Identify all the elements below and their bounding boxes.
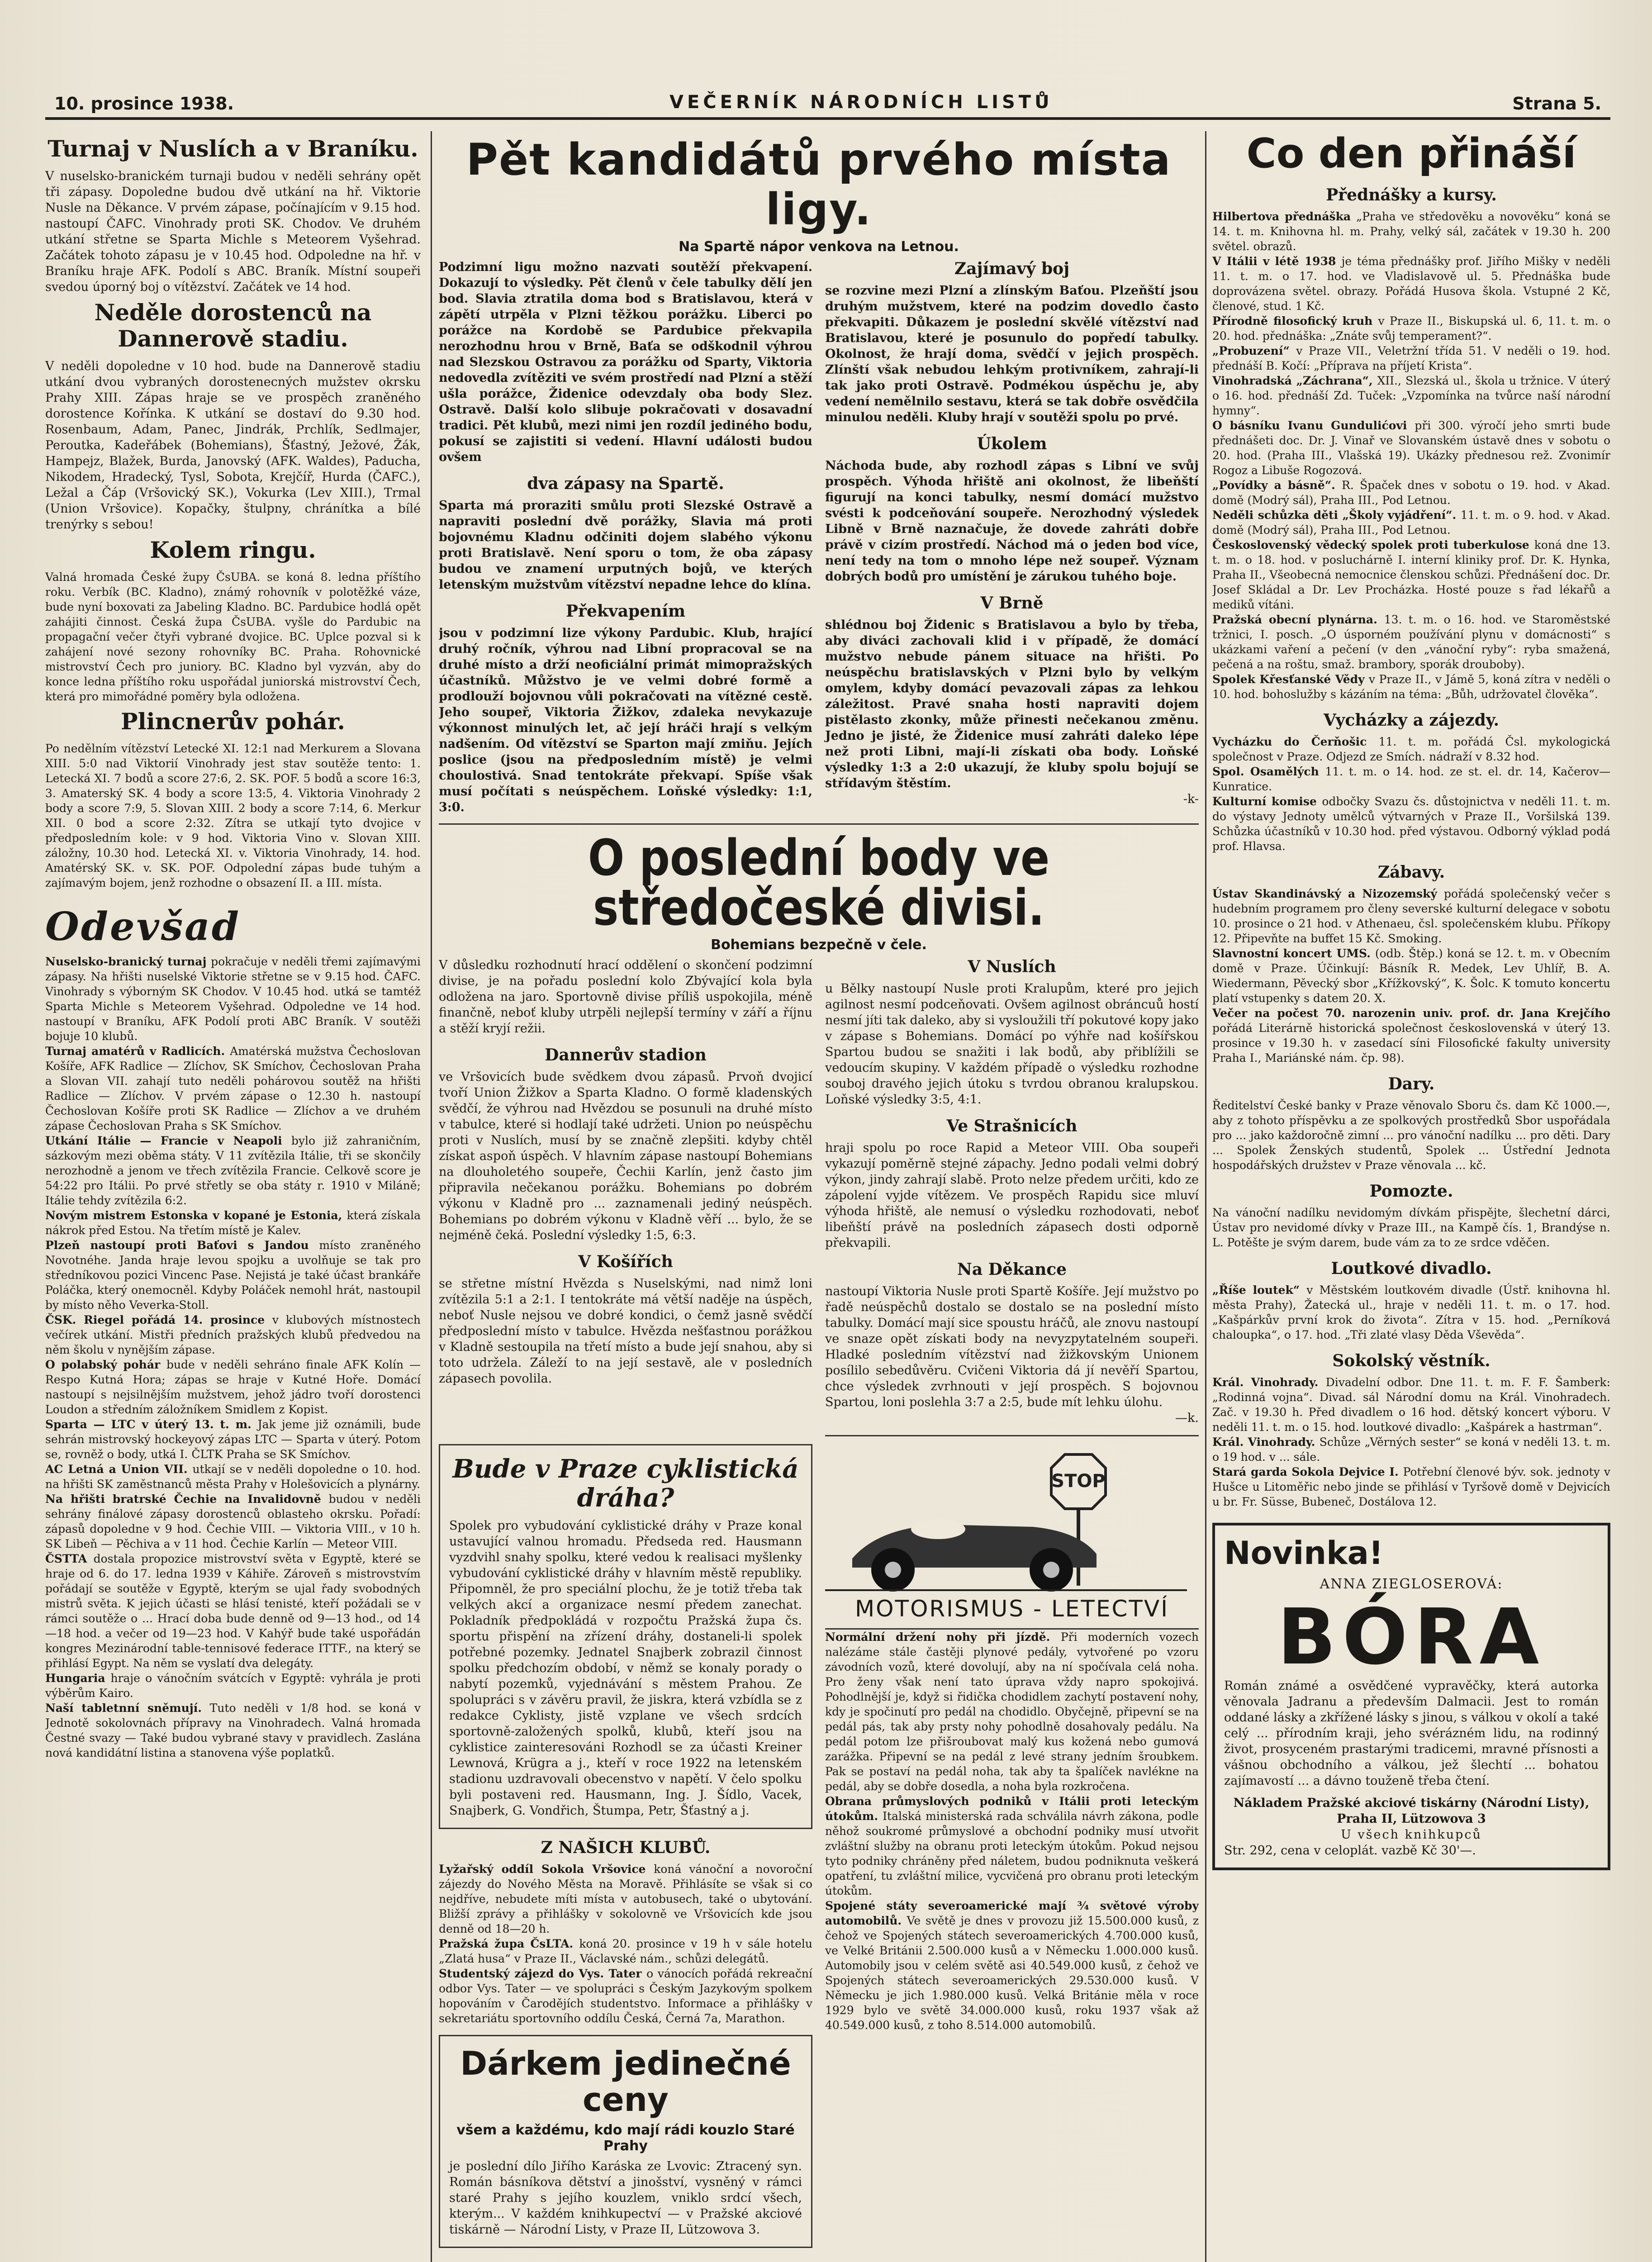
- section-heading: Zajímavý boj: [954, 259, 1070, 278]
- column-middle: [439, 131, 1199, 2262]
- news-item: [45, 1551, 421, 1671]
- item-lead: AC Letná a Union VII.: [45, 1463, 193, 1476]
- lecture-item: [1212, 209, 1610, 254]
- item-text: pořádá Literárně historická společnost československá v úterý 13. prosince v 19.30 h. v zasedací síni Filosofické fakulty university Praha I., Mariánské nám. čp. 98).: [1212, 1022, 1610, 1064]
- item-text: „Praha ve středověku a novověku“ koná se 14. t. m. Knihovna hl. m. Prahy, velký sál, začátek v 19.30 h. 200 světel. obrazů.: [1212, 210, 1610, 253]
- item-lead: Spolek Křesťanské Vědy: [1212, 673, 1369, 686]
- item-lead: Lyžařský oddíl Sokola Vršovice: [439, 1863, 654, 1876]
- section-heading: Z NAŠICH KLUBŮ.: [541, 1838, 711, 1857]
- item-lead: O básníku Ivanu Gundulićovi: [1212, 419, 1415, 432]
- entertainment-item: [1212, 1006, 1610, 1065]
- item-lead: Spojené státy severoamerické mají ¾ světové výroby automobilů.: [825, 1899, 1199, 1927]
- section-heading: Sokolský věstník.: [1332, 1351, 1491, 1370]
- section-heading: Dannerův stadion: [545, 1045, 707, 1064]
- section-heading: V Košířích: [578, 1252, 673, 1271]
- item-text: Tuto neděli v 1/8 hod. se koná v Jednotě sokolovnách přípravy na Vinohradech. Valná hromada Čestné svazy — Také budou vybrané stavy v pravidlech. Zaslána nová kandidátní listina a stanovena výše poplatků.: [45, 1701, 421, 1759]
- item-text: 11. t. m. o 9. hod. v Akad. domě (Modrý sál), Praha III., Pod Letnou.: [1212, 508, 1610, 537]
- item-lead: Turnaj amatérů v Radlicích.: [45, 1045, 230, 1058]
- race-car-icon: [825, 1436, 1187, 1599]
- lecture-item: [1212, 314, 1610, 343]
- item-lead: O polabský pohár: [45, 1358, 166, 1371]
- signature: -k-: [1183, 792, 1199, 806]
- item-lead: V Itálii v létě 1938: [1212, 255, 1342, 268]
- news-item: [45, 1671, 421, 1701]
- ad-book-title: BÓRA: [1277, 1592, 1546, 1682]
- article-text: V nuselsko-branickém turnaji budou v neděli sehrány opět tři zápasy. Dopoledne budou dvě utkání na hř. Viktorie Nusle na Děkance. V prvém zápase, počínajícím v 9.15 hod. nastoupí ČAFC. Vinohrady proti SK. Chodov. Ve druhém utkání střetne se Sparta Michle s Meteorem Vyšehrad. Začátek tohoto zápasu je v 10.45 hod. Odpoledne na hř. v Braníku hraje AFK. Podolí s ABC. Braník. Místní soupeři svedou úporný boj o vítězství. Začátek ve 14 hod.: [45, 169, 421, 294]
- item-text: bylo již zahraničním, sázkovým mezi oběma státy. V 11 zvítězila Itálie, tři se skončily nerozhodně a jenom ve třech zvítězila Francie. Celkově score je 54:22 pro Itálii. Po prvé střetly se oba státy r. 1910 v Miláně; Itálie tehdy zvítězila 6:2.: [45, 1134, 421, 1207]
- club-list: [439, 1862, 812, 2026]
- news-item: [45, 1462, 421, 1492]
- news-item: [45, 1492, 421, 1551]
- news-item: [45, 1044, 421, 1133]
- trip-item: [1212, 764, 1610, 794]
- item-lead: Stará garda Sokola Dejvice I.: [1212, 1465, 1403, 1478]
- article-text: Spolek pro vybudování cyklistické dráhy v Praze konal ustavující valnou hromadu. Předseda red. Hausmann vyzdvihl snahy spolku, které vedou k realisaci myšlenky vybudování cyklistické dráhy v hlavním městě republiky. Připomněl, že pro speciální plochu, že je totiž třeba tak velkých akcí a organizace nesmí předem zanechat. Pokladník předpokládá v rozpočtu Pražská župa čs. sportu přispění na zřízení dráhy, dostaneli-li spolek potřebné pozemky. Jednatel Snajberk zobrazil činnost spolku předchozím období, v němž se konaly porady o nabytí pozemků, vyjednávání s městem Prahou. Ze spolupráci s v závěru pravil, že jiskra, která vzbídla se z redakce Cyklisty, jistě vzplane ve všech srdcích sportovně-založených spolků, klubů, kteří jsou na cyklistice zainteresováni Rozhodl se za účasti Kreiner Lewnová, Krügra a j., kteří v roce 1922 na letenském stadionu uzdravovali obecenstvo v napětí. V čelo spolku byli postaveni red. Hausmann, Ing. J. Šídlo, Vacek, Snajberk, G. Vondřich, Štumpa, Petr, Šťastný a j.: [449, 1519, 802, 1818]
- motorism-item: [825, 1794, 1199, 1898]
- item-text: budou v neděli sehrány finálové zápasy dorostenců oblasteho okrsku. Pořadí: zápasů dopoledne v 9 hod. Čechie VIII. — Viktoria VIII., v 10 h. SK Libeň — Pěchiva a v 11 hod. Čechie Karlín — Meteor VIII.: [45, 1492, 421, 1550]
- item-lead: Vinohradská „Záchrana“,: [1212, 374, 1377, 387]
- motorism-item: [825, 1630, 1199, 1794]
- news-item: [45, 1312, 421, 1357]
- puppet-item: [1212, 1283, 1610, 1342]
- section-heading: dva zápasy na Spartě.: [527, 474, 724, 493]
- entertainment-item: [1212, 886, 1610, 946]
- trips-list: [1212, 734, 1610, 854]
- article-text: V neděli dopoledne v 10 hod. bude na Dannerově stadiu utkání dvou vybraných dorostenecných mužstev okrsku Prahy XIII. Zápas hraje se ve prospěch zraněného dorostence Kořínka. K utkání se dostaví do 9.30 hod. Rosenbaum, Adam, Panec, Jindrák, Prchlík, Sedlmajer, Peroutka, Kadeřábek (Bohemians), Šťastný, Ježové, Žák, Hampejz, Blažek, Burda, Janovský (AFK. Waldes), Paducha, Nikodem, Hradecký, Tysl, Sobota, Krejčíř, Hurda (ČAFC.), Ležal a Čáp (Vršovický SK.), Vokurka (Lev XIII.), Trmal (Union Vršovice). Kopačky, štulpny, chránítka a bílé trenýrky s sebou!: [45, 359, 421, 532]
- article-text: se rozvine mezi Plzní a zlínským Baťou. Plzeňští jsou druhým mužstvem, které na podzim dovedlo často překvapiti. Důkazem je poslední skvělé vítězství nad Bratislavou, které je posunulo do popředí tabulky. Okolnost, že hrají doma, svědčí v jejich prospěch. Zlínští však nebudou lehkým protivníkem, zahrají-li tak jako proti Ostravě. Podmékou úspěchu je, aby vedení nemělnilo sestavu, která se tak dobře osvědčila minulou neděli. Kluby hrají v soutěži spolu po prvé.: [825, 284, 1199, 424]
- lecture-item: [1212, 508, 1610, 537]
- item-lead: „Povídky a básně“.: [1212, 479, 1342, 492]
- item-text: 13. t. m. o 16. hod. ve Staroměstské tržnici, I. posch. „O úsporném používání plynu v domácnosti“ s ukázkami vaření a pečení (v den „vánoční ryby“: ryba smažená, pečená a na roštu, smaž. brambory, sporák drouboby).: [1212, 613, 1610, 671]
- article-text: V důsledku rozhodnutí hrací oddělení o skončení podzimní divise, je na pořadu poslední kolo Zbývající kola byla odložena na jaro. Sportovně divise příliš uspokojila, méně finančně, neboť kluby utrpěli nejlepší termíny v září a říjnu a stěží kryjí režii.: [439, 958, 812, 1036]
- news-item: [45, 954, 421, 1044]
- signature: —k.: [1175, 1411, 1199, 1425]
- paper-title: VEČERNÍK NÁRODNÍCH LISTŮ: [669, 92, 1053, 113]
- item-text: 11. t. m. o 14. hod. ze st. el. dr. 14, Kačerov—Kunratice.: [1212, 765, 1610, 793]
- headline: Neděle dorostenců na Dannerově stadiu.: [94, 299, 372, 352]
- motorism-banner: [825, 1435, 1199, 1630]
- item-lead: ČSK. Riegel pořádá 14. prosince: [45, 1313, 272, 1326]
- section-banner-caption: MOTORISMUS - LETECTVÍ: [855, 1596, 1169, 1622]
- item-text: v Praze VII., Veletržní třída 51. V neděli o 19. hod. přednáší B. Kočí: „Příprava na příjetí Krista“.: [1212, 344, 1610, 372]
- item-lead: Přírodně filosofický kruh: [1212, 314, 1378, 328]
- item-text: hraje o vánočním svátcích v Egyptě: vyhrála je proti výběrům Kairo.: [45, 1672, 421, 1700]
- club-item: [439, 1862, 812, 1936]
- sokol-item: [1212, 1464, 1610, 1509]
- article-text: u Bělky nastoupí Nusle proti Kralupům, které pro jejich agilnost nesmí podceňovati. Ovšem agilnost obráncuů hostí nesmí jíti tak daleko, aby si vysloužili tří pokutové kopy jako v zápase s Bohemians. Domácí po výhře nad košířskou Spartou budou se snažiti i lak bodů, aby přiblížili se vedoucím skupiny. V každém případě o výsledku rozhodne souboj dravého jejich útoku s tvrdou obranou kralupskou. Loňské výsledky 3:5, 4:1.: [825, 982, 1199, 1107]
- item-text: Divadelní odbor. Dne 11. t. m. F. F. Šamberk: „Rodinná vojna“. Divad. sál Národní domu na Král. Vinohradech. Zač. v 19.30 h. Před divadlem o 16 hod. dětský koncert výboru. V neděli 11. t. m. o 15. hod. loutkové divadlo: „Kašpárek a hastrman“.: [1212, 1376, 1610, 1434]
- section-heading: Loutkové divadlo.: [1331, 1259, 1492, 1278]
- item-lead: Slavnostní koncert UMS.: [1212, 947, 1375, 960]
- item-text: Při moderních vozech nalézáme stále častěji plynové pedály, vytvořené po vzoru závodních vozů, které dovolují, aby na ní spočívala celá noha. Pro ženy však není tato úprava vždy napro spokojivá. Pohodlnější je, když si řidička chodidlem zachytí postavení nohy, kdy je spočinutí pro pedál na chodidlo. Obyčejně, připevní se na pedál pás, tak aby prsty nohy pohodlně dosahovaly pedálu. Na pedál potom lze přišroubovat malý kus kožená nebo gumová zarážka. Připevní se na pedál z levé strany jedním šroubkem. Pak se postaví na pedál noha, tak aby ta špalíček navlékne na pedál, aby se dobře dosedla, a noha byla rozkročena.: [825, 1630, 1199, 1793]
- column-rule: [1205, 131, 1206, 2262]
- ad-store: U všech knihkupců: [1341, 1828, 1482, 1842]
- item-lead: Na hřišti bratrské Čechie na Invalidovně: [45, 1492, 329, 1506]
- section-heading: V Brně: [980, 594, 1044, 613]
- section-heading: Dary.: [1388, 1074, 1435, 1093]
- item-text: v Městském loutkovém divadle (Ústř. knihovna hl. města Prahy), Žatecká ul., hraje v neděli 11. t. m. o 17. hod. „Kašpárkův první krok do života“. Zítra v 15. hod. „Perníková chaloupka“, o 17. hod. „Tři zlaté vlasy Děda Vševěda“.: [1212, 1283, 1610, 1341]
- ad-publisher: Nákladem Pražské akciové tiskárny (Národní Listy), Praha II, Lützowova 3: [1233, 1796, 1590, 1826]
- box-title: Bude v Praze cyklistická dráha?: [452, 1454, 799, 1513]
- section-heading: Na Děkance: [957, 1260, 1067, 1279]
- article-text: ve Vršovicích bude svědkem dvou zápasů. Prvoň dvojicí tvoří Union Žižkov a Sparta Kladno. O formě kladenských svědčí, že výhrou nad Hvězdou se posunuli na druhé místo v tabulce, které si hodlají také udržeti. Union po neúspěchu proti v Nuslích, musí by se značně zlepšiti. kdyby chtěl získat aspoň úspěch. V hlavním zápase nastoupí Bohemians na dlouholetého soupeře, Čechii Karlín, jenž často jim připravila nečekanou porážku. Bohemians po dobrém výkonu v Kladně pro ... zaznamenali jediný neúspěch. Bohemians po dobrém výkonu v Kladně věří ... bylo, že se nejméně čeká. Poslední výsledky 1:5, 6:3.: [439, 1070, 812, 1242]
- issue-date: 10. prosince 1938.: [54, 94, 234, 114]
- item-lead: Král. Vinohrady.: [1212, 1435, 1320, 1449]
- item-text: Potřební členové býv. sok. jednoty v Hušce u Litoměřic nebo jinde se přihlásí v Tyršově domě v Dejvicích u br. Fr. Süsse, Bubeneč, Dostálova 12.: [1212, 1465, 1610, 1508]
- item-lead: Hilbertova přednáška: [1212, 210, 1357, 223]
- article-text: Valná hromada České župy ČsUBA. se koná 8. ledna příštího roku. Verbík (BC. Kladno), známý rohovník v polotěžké váze, bude nyní boxovati za Jabeling Kladno. BC. Pardubice hodlá opět zahájiti činnost. Česká župa ČsUBA. vyšle do Pardubic na propagační večer čtyři vybrané dvojice. BC. Uplce pozval si k zahájení nové sezony rohovníky BC. Praha. Rohovnické mistrovství Čech pro juniory. BC. Kladno byl vyzván, aby do konce ledna příštího roku uspořádal juniorská mistrovství Čech, která pro mimořádné poměry byla odložena.: [45, 570, 421, 703]
- item-lead: Král. Vinohrady.: [1212, 1376, 1326, 1389]
- news-item: [45, 1701, 421, 1760]
- section-title: Co den přináší: [1246, 131, 1576, 177]
- article-lead: Podzimní ligu možno nazvati soutěží překvapení. Dokazují to výsledky. Pět členů v čele tabulky dělí jen bod. Slavia ztratila doma bod s Bratislavou, která v zápětí utrpěla v Plzni těžkou porážku. Liberci po porážce na Kordobě se Pardubice překvapila nerozhodnu hrou v Brně, Baťa se odškodnil výhrou nad Slezskou Ostravou za porážku od Sparty, Viktoria nedovedla zvítěziti ve svém prostředí nad Plzní a stěží ušla porážce, Židenice odevzdaly oba body Slez. Ostravě. Další kolo slibuje pokračovati v dosavadní tradici. Pět klubů, mezi nimi jen rozdíl jediného bodu, pokusí se zajistiti si vedení. Hlavní události budou ovšem: [439, 260, 812, 464]
- lectures-list: [1212, 209, 1610, 702]
- section-heading: Překvapením: [565, 602, 686, 621]
- item-text: pokračuje v neděli třemi zajímavými zápasy. Na hřišti nuselské Viktorie střetne se v 9.15 hod. ČAFC. Vinohrady s výborným SK Chodov. V 10.45 hod. utká se tamtéž Sparta Michle s Meteorem Vyšehrad. Odpoledne ve 14 hod. nastoupí v Braníku, AFK Podolí proti ABC Braník. V soutěži bojuje 10 klubů.: [45, 955, 421, 1043]
- puppet-list: [1212, 1283, 1610, 1342]
- news-item: [45, 1133, 421, 1208]
- motorism-item: [825, 1898, 1199, 2033]
- item-text: R. Špaček dnes v sobotu o 19. hod. v Akad. domě (Modrý sál), Praha III., Pod Letnou.: [1212, 479, 1610, 507]
- sokol-item: [1212, 1375, 1610, 1435]
- lecture-item: [1212, 373, 1610, 418]
- item-text: (odb. Štěp.) koná se 12. t. m. v Obecním domě v Praze. Účinkují: Básník R. Medek, Lev Uhlíř, B. A. Wiedermann, Pěvecký sbor „Křížkovský“, K. Šolc. K tomuto koncertu platí vstupenky s datem 20. X.: [1212, 947, 1610, 1005]
- lecture-item: [1212, 612, 1610, 672]
- item-lead: Normální držení nohy při jízdě.: [825, 1630, 1061, 1644]
- item-lead: „Říše loutek“: [1212, 1283, 1307, 1297]
- item-lead: „Probuzení“: [1212, 344, 1296, 357]
- item-text: Amatérská mužstva Čechoslovan Košíře, AFK Radlice — Zlíchov, SK Smíchov, Čechoslovan Praha a Slovan VII. zahají tuto neděli pohárovou soutěž na hřišti Radlice — Zlíchov. V prvém zápase o 12.30 h. nastoupí Čechoslovan Košíře proti SK Radlice — Zlíchov a ve druhém zápase Čechoslovan Praha s SK Smíchov.: [45, 1045, 421, 1132]
- subheadline: Na Spartě nápor venkova na Letnou.: [679, 239, 959, 255]
- item-lead: Československý vědecký spolek proti tuberkulose: [1212, 538, 1534, 551]
- item-text: bude v neděli sehráno finale AFK Kolín — Respo Kutná Hora; zápas se hraje v Kutné Hoře. Domácí nastoupí s nejsilnějším mužstvem, jehož jádro tvoří dorostenci Loudon a středním záložníkem Smidlem z Kopist.: [45, 1358, 421, 1416]
- item-lead: Novým mistrem Estonska v kopané je Estonia,: [45, 1209, 347, 1222]
- article-text: hraji spolu po roce Rapid a Meteor VIII. Oba soupeři vykazují poměrně stejné zápachy. Jedno podali velmi dobrý výkon, jindy zahrají slabě. Proto nelze předem určiti, kdo ze zápolení vyjde vítězem. Ve prospěch Rapidu sice mluví výhoda hřiště, ale nemusí o výsledku rozhodovati, neboť libeňští právě na posledních zápasech dosti odporně překvapili.: [825, 1141, 1199, 1250]
- article-text: Sparta má proraziti smůlu proti Slezské Ostravě a napraviti poslední dvě porážky, Slavia má proti bojovnému Kladnu odčiniti dojem slabého výkonu proti Bratislavě. Není sporu o tom, že oba zápasy budou ve znamení urputných bojů, ve kterých letenským mužstvům vítězství nepadne lehce do klína.: [439, 499, 812, 592]
- item-lead: Vycházku do Čerňošic: [1212, 735, 1379, 748]
- item-text: XII., Slezská ul., škola u tržnice. V úterý o 16. hod. přednáší Zd. Tuček: „Vzpomínka na tvůrce naší národní hymny“.: [1212, 374, 1610, 417]
- lecture-item: [1212, 254, 1610, 314]
- item-text: Ve světě je dnes v provozu již 15.500.000 kusů, z čehož ve Spojených státech severoamerických 4.700.000 kusů, ve Velké Británii 2.500.000 kusů a v Německu 1.000.000 kusů. Automobily jsou v celém světě asi 40.549.000 kusů, z čehož ve Spojených státech severoamerických 29.530.000 kusů. V Německu je jich 1.980.000 kusů. Velká Británie měla v roce 1929 bylo ve světě 34.000.000 kusů, roku 1937 však až 40.549.000 kusů, z toho 8.514.000 automobilů.: [825, 1914, 1199, 2032]
- item-text: která získala nákrok před Estou. Na třetím místě je Kalev.: [45, 1209, 421, 1237]
- item-text: odbočky Svazu čs. důstojnictva v neděli 11. t. m. do výstavy Jednoty umělců výtvarných v Praze II., Voršilská 139. Schůzka účastníků v 10.30 hod. před výstavou. Odborný výklad podá prof. Hlavsa.: [1212, 795, 1610, 853]
- item-text: místo zraněného Novotnéhe. Janda hraje levou spojku a uvolňuje se tak pro středníkovou pozici Vincenc Pase. Nejistá je také účast brankáře Poláčka, který onemocněl. Kdyby Poláček nemohl hrát, nastoupil by místo něho Veverka-Stoll.: [45, 1239, 421, 1312]
- item-lead: Spol. Osamělých: [1212, 765, 1325, 778]
- lecture-item: [1212, 672, 1610, 702]
- item-text: dostala propozice mistrovství světa v Egyptě, které se hraje od 6. do 17. ledna 1939 v Káhiře. Zároveň s mistrovstvím pořádají se soutěže v Egyptě, kterým se ujal řady svobodných mistrů světa. K jejich účasti se hlásí tenisté, kteří požádali se v rámci soutěže o ... Hrací doba bude denně od 9—13 hod., od 14—18 hod. a večer od 19—23 hod. V Kahýř bude také uspořádán kongres Mezinárodní table-tennisové federace ITTF., na který se přihlásí Egypt. Na něm se vyslatí dva delegáty.: [45, 1552, 421, 1670]
- item-lead: Ústav Skandinávský a Nizozemský: [1212, 887, 1444, 900]
- trip-item: [1212, 734, 1610, 764]
- section-heading: Pomozte.: [1369, 1182, 1453, 1201]
- ad-subtitle: všem a každému, kdo mají rádi kouzlo Staré Prahy: [456, 2122, 795, 2154]
- item-text: koná vánoční a novoroční zájezdy do Nového Města na Moravě. Přihlásíte se však si co nejdříve, nebudete míti místa v autobusech, také o ubytování. Bližší zprávy a přihlášky v sokolovně ve Vršovicích kde jsou denně od 18—20 h.: [439, 1863, 812, 1935]
- main-headline: Pět kandidátů prvého místa ligy.: [466, 134, 1172, 235]
- motorism-list: [825, 1630, 1199, 2033]
- item-lead: Pražská župa ČsLTA.: [439, 1937, 579, 1950]
- news-list: [45, 954, 421, 1760]
- ad-author: ANNA ZIEGLOSEROVÁ:: [1320, 1576, 1503, 1592]
- section-heading: Zábavy.: [1377, 863, 1445, 882]
- headline: Kolem ringu.: [150, 537, 316, 563]
- item-text: v Praze II., Biskupská ul. 6, 11. t. m. o 20. hod. přednáška: „Znáte svůj temperament?“.: [1212, 314, 1610, 342]
- sokol-item: [1212, 1435, 1610, 1464]
- section-heading: Ve Strašnicích: [946, 1117, 1078, 1136]
- ad-text: Román známé a osvědčené vypravěčky, která autorka věnovala Jadranu a především Dalmacii. Jest to román oddané lásky a zkřížené lásky s jinou, s válkou v okolí a také celý ... přírodním kraji, jeho svérázném lidu, na rodinný život, prosyceném prastarými tradicemi, mravné přísnosti a vášnou obchodního a válkou, jež šlechtí ... bohatou zajímavostí ... a dávno touženě třeba čtení.: [1224, 1679, 1599, 1788]
- article-text: jsou v podzimní lize výkony Pardubic. Klub, hrající druhý ročník, výhrou nad Libní propracoval se na druhé místo a drží neoficiální primát mimopražských účastníků. Můžstvo je ve velmi dobré formě a prodlouží bojovnou vůli pokračovati na vítězné cestě. Jeho soupeř, Viktoria Žižkov, zdaleka nevykazuje výkonnost minulých let, ač její hráči hrají s velkým nadšením. Od vítězství se Sparton mají zmiňu. Jejích poslice (jsou na předposledním místě) je velmi choulostivá. Snad tentokráte překvapí. Spíše však musí počítati s neúspěchem. Loňské výsledky: 1:1, 3:0.: [439, 626, 812, 814]
- article-text: se střetne místní Hvězda s Nuselskými, nad nimž loni zvítězila 5:1 a 2:1. I tentokráte má větší naděje na úspěch, neboť Nusle nejsou ve dobré kondici, o čemž jasně svědčí předposlední místo v tabulce. Hvězda nešťastnou porážkou v Kladně sestoupila na třetí místo a bude její snahou, aby si toto udržela. Záleží to na její sestavě, ale v posledních zápasech povolila.: [439, 1277, 812, 1386]
- article-text: Náchoda bude, aby rozhodl zápas s Libní ve svůj prospěch. Výhoda hřiště ani okolnost, že libeňští figurují na konci tabulky, nesmí domácí mužstvo svésti k podceňování soupeře. Nerozhodný výsledek Libně v Brně naznačuje, že dovede zahráti dobře právě v cizím prostředí. Náchod má o jeden bod více, není tedy na tom o mnoho lépe než soupeř. Význam dobrých bodů pro umístění je zárukou tuhého boje.: [825, 459, 1199, 584]
- page-number: Strana 5.: [1512, 94, 1601, 114]
- article-text: shlédnou boj Židenic s Bratislavou a bylo by třeba, aby diváci zachovali klid i v případě, že domácí mužstvo nebude pánem situace na hřišti. Po neúspěchu bratislavských v Plzni bylo by velkým omylem, kdyby domácí pevazovali zápas za lehkou záležitost. Pravé snaha hosti napraviti dojem pistělasto zkonky, může přinesti nečekanou změnu. Jedno je jisté, že Židenice musí zahráti daleko lépe než proti Libni, mají-li získati oba body. Loňské výsledky 1:3 a 2:0 ukazují, že kluby spolu bojují se střídavým štěstím.: [825, 618, 1199, 790]
- item-text: Schůze „Věrných sester“ se koná v neděli 13. t. m. o 19 hod. v ... sále.: [1212, 1435, 1610, 1464]
- item-lead: Studentský zájezd do Vys. Tater: [439, 1967, 647, 1980]
- club-item: [439, 1936, 812, 1966]
- news-item: [45, 1238, 421, 1312]
- masthead: [45, 88, 1610, 120]
- item-lead: ČSTTA: [45, 1552, 94, 1565]
- section-heading: V Nuslích: [968, 957, 1056, 976]
- book-ad: [439, 2035, 812, 2248]
- book-advertisement: [1212, 1523, 1610, 1870]
- article-text: Na vánoční nadílku nevidomým dívkám přispějte, šlechetní dárci, Ústav pro nevidomé dívky v Praze III., na Kampě čís. 1, Brandýse n. L. Potěšte je svým darem, bude vám za to ze srdce vděčen.: [1212, 1206, 1610, 1249]
- section-heading: Úkolem: [977, 434, 1047, 453]
- item-lead: Sparta — LTC v úterý 13. t. m.: [45, 1418, 258, 1431]
- lecture-item: [1212, 418, 1610, 478]
- cycling-box: [439, 1444, 812, 1829]
- section-heading: Vycházky a zájezdy.: [1323, 711, 1500, 730]
- section-title: Odevšad: [45, 904, 241, 950]
- lecture-item: [1212, 343, 1610, 373]
- main-headline: O poslední body ve středočeské divisi.: [588, 829, 1050, 936]
- lecture-item: [1212, 478, 1610, 508]
- article-text: Po nedělním vítězství Letecké XI. 12:1 nad Merkurem a Slovana XIII. 5:0 nad Viktorií Vinohrady jest stav soutěže tento: 1. Letecká XI. 7 bodů a score 27:6, 2. SK. POF. 5 bodů a score 16:3, 3. Amaterský SK. 4 body a score 13:5, 4. Viktoria Vinohrady 2 body a score 7:9, 5. Slovan XIII. 2 body a score 7:14, 6. Merkur XII. 0 bod a score 2:32. Zítra se utkají tyto dvojice v předposledním kole: v 9 hod. Viktoria Vino v. Slovan XIII. záložny, 10.30 hod. Letecká XI. v. Viktoria Vinohrady, 14. hod. Amatérský SK. v. SK. POF. Odpolední zápas bude tuhým a zajímavým bojem, jenž rozhodne o obsazení II. a III. místa.: [45, 742, 421, 889]
- column-left: [45, 131, 421, 2262]
- item-lead: Utkání Itálie — Francie v Neapoli: [45, 1134, 291, 1147]
- divider: [439, 823, 1199, 825]
- item-text: koná 20. prosince v 19 h v sále hotelu „Zlatá husa“ v Praze II., Václavské nám., schůzi delegátů.: [439, 1937, 812, 1965]
- subheadline: Bohemians bezpečně v čele.: [711, 937, 927, 953]
- stop-sign-text: STOP: [1051, 1471, 1106, 1492]
- news-item: [45, 1357, 421, 1417]
- entertainment-item: [1212, 946, 1610, 1006]
- club-item: [439, 1966, 812, 2026]
- article-text: nastoupí Viktoria Nusle proti Spartě Košíře. Její mužstvo po řadě neúspěchů dostalo se dostalo se na poslední místo tabulky. Domácí mají sice spoustu hráčů, ale znovu nastoupí ve snaze opět získati body na nevyzpytatelném soupeři. Hladké posledním vítězství nad žižkovským Unionem posílilo sebedůvěru. Cvičeni Viktoria dá jí nevěří Spartou, chce výsledek zvrhnouti v její prospěch. S bojovnou Spartou, loni poslehla 3:7 a 2:5, bude mít lehku úlohu.: [825, 1284, 1199, 1409]
- trip-item: [1212, 794, 1610, 854]
- item-text: v Praze II., v Jámě 5, koná zítra v neděli o 10. hod. bohoslužby s kázáním na téma: „Bůh, udržovatel člověka“.: [1212, 673, 1610, 701]
- item-lead: Plzeň nastoupí proti Baťovi s Jandou: [45, 1239, 319, 1252]
- column-right: [1212, 131, 1610, 2262]
- ad-label: Novinka!: [1224, 1535, 1383, 1572]
- column-rule: [431, 131, 432, 2262]
- item-lead: Pražská obecní plynárna.: [1212, 613, 1384, 626]
- section-heading: Přednášky a kursy.: [1326, 185, 1497, 204]
- item-text: při 300. výročí jeho smrti bude přednášeti doc. Dr. J. Vinař ve Slovanském ústavě dnes v sobotu o 20. hod. (Praha III., Vlašská 19). Ukázky přednesou rež. Zvonimír Rogoz a Libuše Rogozová.: [1212, 419, 1610, 477]
- news-item: [45, 1417, 421, 1462]
- item-text: pořádá společenský večer s hudebním programem pro členy severské kulturní delegace v sobotu 10. prosince o 21 hod. v Athenaeu, čsl. společenském klubu. Příkopy 12. Připevňte na buffet 15 Kč. Smoking.: [1212, 887, 1610, 945]
- item-lead: Obrana průmyslových podniků v Itálii proti leteckým útokům.: [825, 1795, 1199, 1823]
- item-text: o vánocích pořádá rekreační odbor Vys. Tater — ve spolupráci s Českým Jazykovým spolkem hopováním v Čarodějích studentstvo. Informace a přihlášky v sekretariátu sportovního oddílu Česká, Černá 7a, Marathon.: [439, 1967, 812, 2025]
- item-text: utkají se v neděli dopoledne o 10. hod. na hřišti SK zaměstnanců města Prahy v Holešovicích a plynárny.: [45, 1463, 421, 1491]
- item-lead: Hungaria: [45, 1672, 111, 1685]
- sokol-list: [1212, 1375, 1610, 1509]
- ad-title: Dárkem jedinečné ceny: [460, 2044, 791, 2119]
- item-lead: Nuselsko-branický turnaj: [45, 955, 211, 968]
- article-text: Ředitelství České banky v Praze věnovalo Sboru čs. dam Kč 1000.—, aby z tohoto příspěvku a ze spolkových prostředků Sbor uspořádala pro ... jako každoročně zimní ... pro vánoční nadílku ... pro děti. Dary ... Spolek Ženských studentů, Spolek ... Ústřední Jednota hospodářských družstev v Praze věnovala ... kč.: [1212, 1099, 1610, 1172]
- item-text: je téma přednášky prof. Jiřího Mišky v neděli 11. t. m. o 17. hod. ve Vladislavově ul. 5. Přednáška bude doprovázena světel. obrazy. Pořádá Husova škola. Vstupné 2 Kč, členové, stud. 1 Kč.: [1212, 255, 1610, 313]
- news-item: [45, 1208, 421, 1238]
- ad-text: je poslední dílo Jiřího Karáska ze Lvovic: Ztracený syn. Román básníkova dětství a jinošství, vysněný v rámci staré Prahy s jejího kouzlem, vniklo srdcí všech, kterým... V každém knihkupectví — v Pražské akciové tiskárně — Národní Listy, v Praze II, Lützowova 3.: [449, 2159, 802, 2237]
- lecture-item: [1212, 537, 1610, 612]
- ad-price: Str. 292, cena v celoplát. vazbě Kč 30'—.: [1224, 1844, 1476, 1858]
- item-text: v klubových místnostech večírek utkání. Mistři předních pražských klubů předvedou na něm školu v nynějším zápase.: [45, 1313, 421, 1356]
- item-text: koná dne 13. t. m. o 18. hod. v posluchárně I. interní kliniky prof. Dr. K. Hynka, Praha II., Všeobecná nemocnice členskou schůzi. Přednášení doc. Dr. Josef Skládal a Dr. Lev Procházka. Hosté pouze s řad lékařů a mediků vítáni.: [1212, 538, 1610, 611]
- item-lead: Večer na počest 70. narozenin univ. prof. dr. Jana Krejčího: [1212, 1007, 1610, 1020]
- item-lead: Neděli schůzka děti „Školy vyjádření“.: [1212, 508, 1461, 522]
- entertainment-list: [1212, 886, 1610, 1065]
- headline: Turnaj v Nuslích a v Braníku.: [47, 135, 418, 162]
- item-lead: Naší tabletnní sněmují.: [45, 1701, 210, 1715]
- item-text: Jak jeme již oznámili, bude sehrán mistrovský hockeyový zápas LTC — Sparta v úterý. Potom se, rovněž o body, utká I. ČLTK Praha se SK Smíchov.: [45, 1418, 421, 1461]
- item-text: 11. t. m. pořádá Čsl. mykologická společnost v Praze. Odjezd ze Smích. nádraží v 8.32 hod.: [1212, 735, 1610, 763]
- item-text: Italská ministerská rada schválila návrh zákona, podle něhož soukromé průmyslové a obchodní podniky musí utvořit zvláštní služby na obranu proti leteckým útokům. Pokud nejsou tyto podniky chráněny před náletem, budou podniknuta veškerá opatření, tu zvláštní milice, vycvičená pro obranu proti leteckým útokům.: [825, 1810, 1199, 1897]
- item-lead: Kulturní komise: [1212, 795, 1322, 808]
- headline: Plincnerův pohár.: [121, 708, 345, 735]
